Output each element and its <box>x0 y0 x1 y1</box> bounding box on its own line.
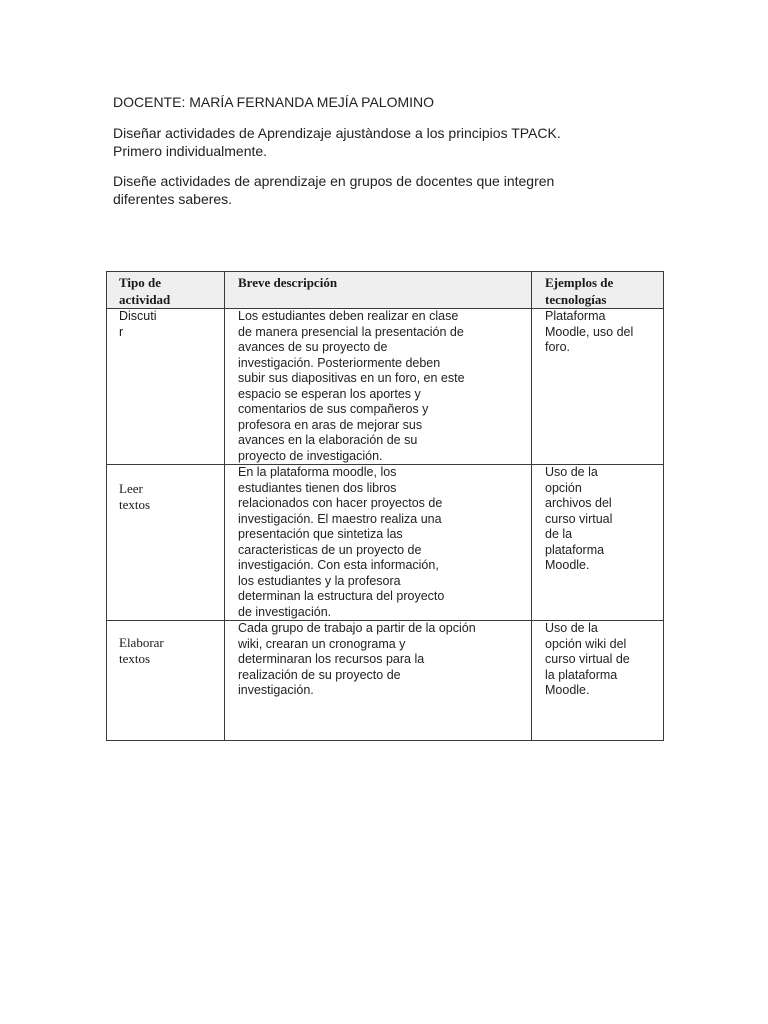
activity-type-cell <box>107 465 225 621</box>
column-header-description-label: Breve descripción <box>238 275 338 290</box>
technology-examples: Uso de la opción archivos del curso virtual de la plataforma Moodle. <box>545 465 613 572</box>
column-header-examples <box>532 272 664 309</box>
description-cell <box>225 621 532 741</box>
instruction-individual: Diseñar actividades de Aprendizaje ajustàndose a los principios TPACK. Primero individualmente. <box>113 125 561 159</box>
activities-table <box>106 271 664 741</box>
activity-type: Discuti r <box>119 309 157 339</box>
column-header-examples-label: Ejemplos de tecnologías <box>545 275 614 307</box>
description-cell <box>225 309 532 465</box>
column-header-type-label: Tipo de actividad <box>119 275 171 307</box>
table-row <box>107 621 664 741</box>
table-header-row <box>107 272 664 309</box>
activity-type-cell <box>107 621 225 741</box>
activity-description: En la plataforma moodle, los estudiantes tienen dos libros relacionados con hacer proyectos de investigación. El maestro realiza una presentación que sintetiza las caracteristicas de un proyecto de investigación. Con esta información, los estudiantes y la profesora determinan la estructura del proyecto de investigación. <box>238 465 445 619</box>
teacher-name: DOCENTE: MARÍA FERNANDA MEJÍA PALOMINO <box>113 94 435 110</box>
description-cell <box>225 465 532 621</box>
technology-examples: Uso de la opción wiki del curso virtual de la plataforma Moodle. <box>545 621 630 697</box>
column-header-type <box>107 272 225 309</box>
column-header-description <box>225 272 532 309</box>
table-row <box>107 309 664 465</box>
activity-type: Elaborar textos <box>119 635 164 666</box>
instruction-group: Diseñe actividades de aprendizaje en grupos de docentes que integren diferentes saberes. <box>113 173 555 207</box>
examples-cell <box>532 309 664 465</box>
technology-examples: Plataforma Moodle, uso del foro. <box>545 309 634 354</box>
examples-cell <box>532 465 664 621</box>
table-row <box>107 465 664 621</box>
activity-type: Leer textos <box>119 481 151 512</box>
activity-description: Cada grupo de trabajo a partir de la opción wiki, crearan un cronograma y determinaran los recursos para la realización de su proyecto de investigación. <box>238 621 476 697</box>
examples-cell <box>532 621 664 741</box>
activity-type-cell <box>107 309 225 465</box>
activity-description: Los estudiantes deben realizar en clase de manera presencial la presentación de avances de su proyecto de investigación. Posteriormente deben subir sus diapositivas en un foro, en este espacio se esperan los aportes y comentarios de sus compañeros y profesora en aras de mejorar sus avances en la elaboración de su proyecto de investigación. <box>238 309 465 463</box>
